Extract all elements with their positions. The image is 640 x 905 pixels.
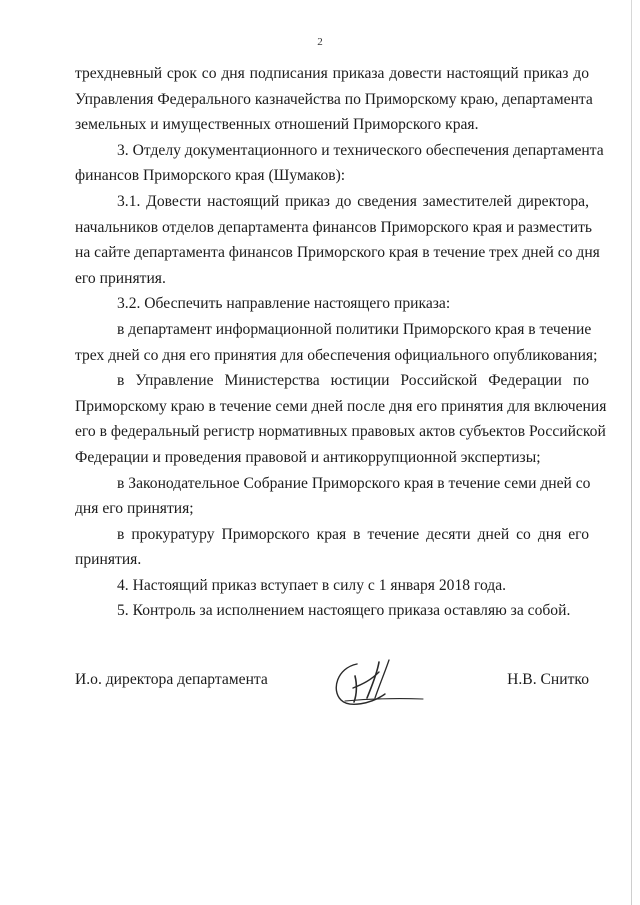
text-line: принятия. bbox=[75, 551, 142, 569]
paragraph-item-4 bbox=[75, 573, 589, 599]
paragraph-recipient-info-policy bbox=[75, 317, 598, 368]
scan-edge-line bbox=[631, 0, 632, 905]
paragraph-item-3-2 bbox=[75, 291, 589, 317]
text-line: в департамент информационной политики Приморского края в течение bbox=[117, 320, 592, 338]
paragraph-recipient-assembly bbox=[75, 471, 589, 522]
page-number: 2 bbox=[317, 36, 323, 48]
text-line: 4. Настоящий приказ вступает в силу с 1 января 2018 года. bbox=[117, 576, 507, 594]
text-line: финансов Приморского края (Шумаков): bbox=[75, 167, 346, 185]
text-line: его принятия. bbox=[75, 269, 166, 287]
text-line: в Управление Министерства юстиции Российской Федерации по bbox=[117, 372, 589, 390]
document-body bbox=[75, 61, 607, 624]
text-line: его в федеральный регистр нормативных правовых актов субъектов Российской bbox=[75, 423, 606, 441]
text-line: земельных и имущественных отношений Приморского края. bbox=[75, 116, 479, 134]
signatory-position: И.о. директора департамента bbox=[75, 671, 268, 688]
text-line: на сайте департамента финансов Приморского края в течение трех дней со дня bbox=[75, 244, 600, 262]
paragraph-continuation bbox=[75, 61, 593, 138]
signatory-name: Н.В. Снитко bbox=[507, 671, 589, 688]
text-line: 3.1. Довести настоящий приказ до сведения заместителей директора, bbox=[117, 192, 589, 210]
paragraph-recipient-justice bbox=[75, 368, 607, 470]
text-line: трехдневный срок со дня подписания приказа довести настоящий приказ до bbox=[75, 65, 589, 82]
text-line: начальников отделов департамента финансов Приморского края и разместить bbox=[75, 218, 593, 236]
text-line: Управления Федерального казначейства по Приморскому краю, департамента bbox=[75, 90, 593, 108]
text-line: 3.2. Обеспечить направление настоящего приказа: bbox=[117, 295, 451, 313]
handwritten-signature-icon bbox=[327, 654, 427, 712]
paragraph-recipient-prosecutor bbox=[75, 522, 589, 573]
paragraph-item-5 bbox=[75, 598, 589, 624]
text-line: Федерации и проведения правовой и антикоррупционной экспертизы; bbox=[75, 448, 541, 466]
text-line: 3. Отделу документационного и технического обеспечения департамента bbox=[117, 141, 604, 159]
text-line: в прокуратуру Приморского края в течение десяти дней со дня его bbox=[117, 525, 589, 543]
text-line: дня его принятия; bbox=[75, 500, 194, 518]
paragraph-item-3 bbox=[75, 138, 604, 189]
signature-block bbox=[75, 662, 589, 722]
paragraph-item-3-1 bbox=[75, 189, 600, 291]
text-line: Приморскому краю в течение семи дней после дня его принятия для включения bbox=[75, 397, 607, 415]
text-line: в Законодательное Собрание Приморского края в течение семи дней со bbox=[117, 474, 591, 492]
text-line: 5. Контроль за исполнением настоящего приказа оставляю за собой. bbox=[117, 602, 571, 620]
text-line: трех дней со дня его принятия для обеспечения официального опубликования; bbox=[75, 346, 598, 364]
